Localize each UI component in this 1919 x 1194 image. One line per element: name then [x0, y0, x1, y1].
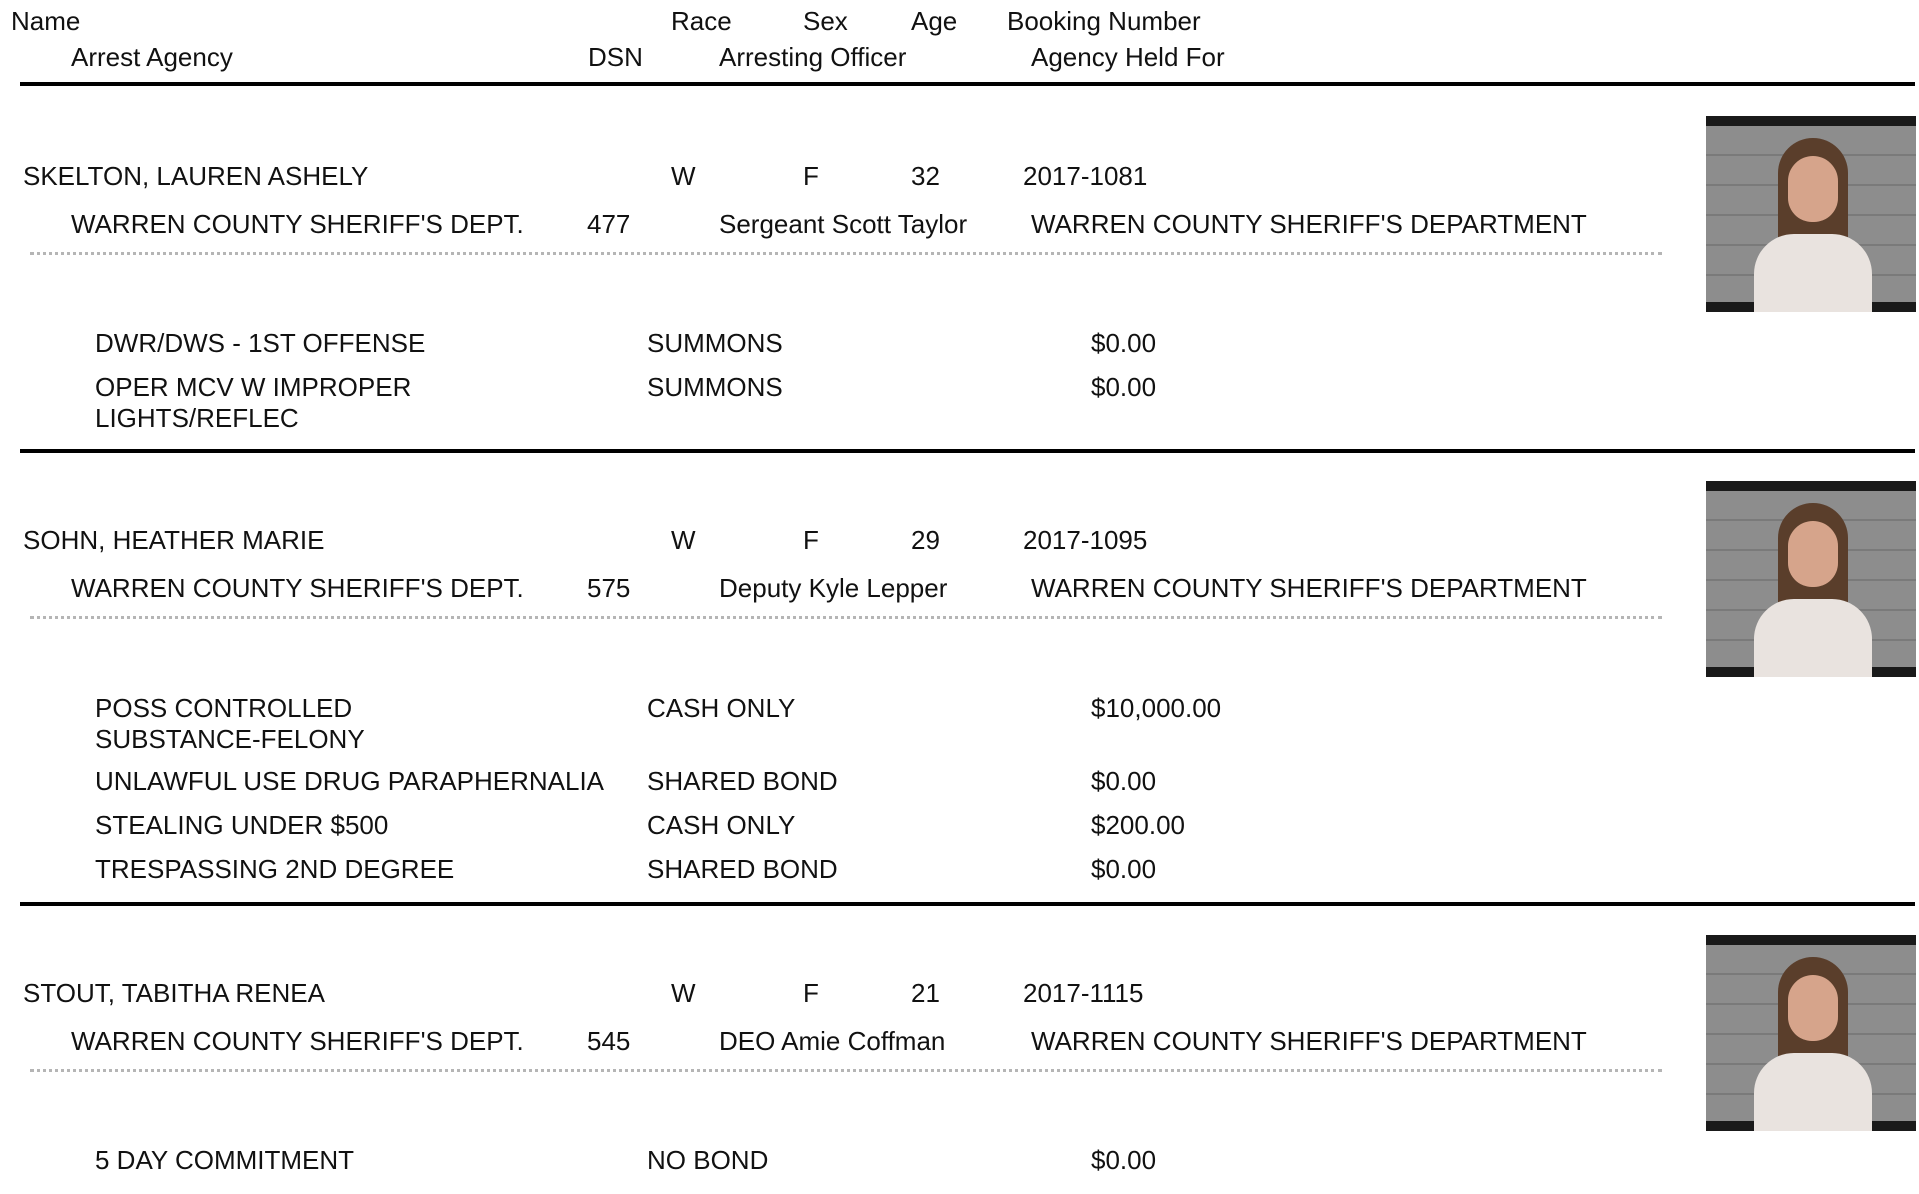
agency-held-for: WARREN COUNTY SHERIFF'S DEPARTMENT [1031, 573, 1587, 603]
inmate-name: SKELTON, LAUREN ASHELY [23, 161, 369, 191]
agency-held-for: WARREN COUNTY SHERIFF'S DEPARTMENT [1031, 1026, 1587, 1056]
inmate-age: 21 [911, 978, 940, 1008]
arrest-agency: WARREN COUNTY SHERIFF'S DEPT. [71, 1026, 524, 1056]
booking-photo [1706, 935, 1916, 1131]
bond-amount: $200.00 [1091, 810, 1185, 840]
inmate-name: SOHN, HEATHER MARIE [23, 525, 325, 555]
header-arresting-officer: Arresting Officer [719, 42, 907, 72]
record-divider [20, 449, 1915, 453]
record-divider [20, 902, 1915, 906]
charge-description-continued: SUBSTANCE-FELONY [95, 724, 365, 754]
booking-number: 2017-1095 [1023, 525, 1148, 555]
record-dotted-divider [30, 252, 1662, 255]
charge-description: POSS CONTROLLED [95, 693, 353, 723]
header-arrest-agency: Arrest Agency [71, 42, 233, 72]
inmate-sex: F [803, 525, 819, 555]
booking-photo [1706, 481, 1916, 677]
bond-type: NO BOND [647, 1145, 769, 1175]
arresting-officer: Sergeant Scott Taylor [719, 209, 968, 239]
header-agency-held-for: Agency Held For [1031, 42, 1225, 72]
bond-type: SUMMONS [647, 328, 783, 358]
charge-description: DWR/DWS - 1ST OFFENSE [95, 328, 426, 358]
charge-description-continued: LIGHTS/REFLEC [95, 403, 299, 433]
dsn: 545 [587, 1026, 631, 1056]
bond-type: SHARED BOND [647, 766, 838, 796]
dsn: 477 [587, 209, 631, 239]
bond-type: CASH ONLY [647, 810, 796, 840]
charge-description: 5 DAY COMMITMENT [95, 1145, 355, 1175]
arrest-agency: WARREN COUNTY SHERIFF'S DEPT. [71, 209, 524, 239]
inmate-age: 32 [911, 161, 940, 191]
header-age: Age [911, 6, 958, 36]
bond-amount: $0.00 [1091, 766, 1157, 796]
inmate-sex: F [803, 161, 819, 191]
header-name: Name [11, 6, 81, 36]
header-dsn: DSN [588, 42, 643, 72]
arrest-agency: WARREN COUNTY SHERIFF'S DEPT. [71, 573, 524, 603]
bond-amount: $10,000.00 [1091, 693, 1222, 723]
charge-description: TRESPASSING 2ND DEGREE [95, 854, 455, 884]
header-divider [20, 82, 1915, 86]
bond-amount: $0.00 [1091, 328, 1157, 358]
booking-photo [1706, 116, 1916, 312]
header-race: Race [671, 6, 732, 36]
bond-amount: $0.00 [1091, 1145, 1157, 1175]
charge-description: UNLAWFUL USE DRUG PARAPHERNALIA [95, 766, 605, 796]
bond-amount: $0.00 [1091, 372, 1157, 402]
bond-type: CASH ONLY [647, 693, 796, 723]
inmate-race: W [671, 161, 696, 191]
record-dotted-divider [30, 1069, 1662, 1072]
inmate-race: W [671, 525, 696, 555]
dsn: 575 [587, 573, 631, 603]
inmate-name: STOUT, TABITHA RENEA [23, 978, 325, 1008]
arresting-officer: Deputy Kyle Lepper [719, 573, 948, 603]
bond-type: SHARED BOND [647, 854, 838, 884]
charge-description: OPER MCV W IMPROPER [95, 372, 412, 402]
charge-description: STEALING UNDER $500 [95, 810, 389, 840]
arresting-officer: DEO Amie Coffman [719, 1026, 946, 1056]
header-booking-number: Booking Number [1007, 6, 1201, 36]
inmate-race: W [671, 978, 696, 1008]
inmate-sex: F [803, 978, 819, 1008]
bond-type: SUMMONS [647, 372, 783, 402]
agency-held-for: WARREN COUNTY SHERIFF'S DEPARTMENT [1031, 209, 1587, 239]
booking-number: 2017-1115 [1023, 978, 1144, 1008]
booking-number: 2017-1081 [1023, 161, 1148, 191]
record-dotted-divider [30, 616, 1662, 619]
header-sex: Sex [803, 6, 848, 36]
bond-amount: $0.00 [1091, 854, 1157, 884]
inmate-age: 29 [911, 525, 940, 555]
